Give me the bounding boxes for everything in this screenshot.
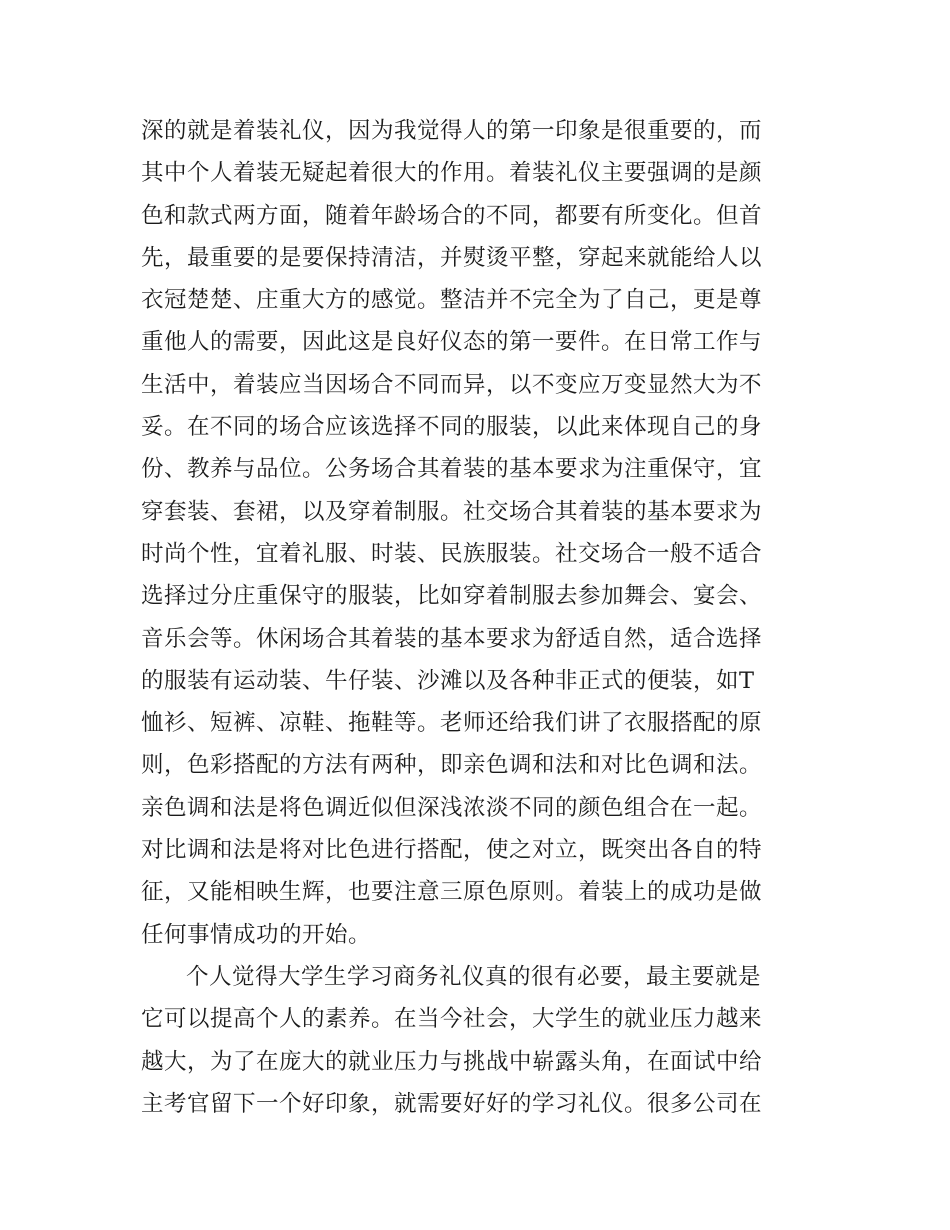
paragraph-1 [141, 110, 821, 956]
text-line: 衣冠楚楚、庄重大方的感觉。整洁并不完全为了自己，更是尊 [141, 287, 763, 314]
text-line: 它可以提高个人的素养。在当今社会，大学生的就业压力越来 [141, 1006, 763, 1033]
text-line: 恤衫、短裤、凉鞋、拖鞋等。老师还给我们讲了衣服搭配的原 [141, 710, 763, 737]
text-line: 色和款式两方面，随着年龄场合的不同，都要有所变化。但首 [141, 202, 763, 229]
text-line: 任何事情成功的开始。 [141, 921, 372, 948]
text-line: 份、教养与品位。公务场合其着装的基本要求为注重保守，宜 [141, 456, 763, 483]
text-line: 时尚个性，宜着礼服、时装、民族服装。社交场合一般不适合 [141, 540, 763, 567]
document-body [141, 110, 821, 1125]
text-line: 征，又能相映生辉，也要注意三原色原则。着装上的成功是做 [141, 879, 763, 906]
text-line: 越大，为了在庞大的就业压力与挑战中崭露头角，在面试中给 [141, 1048, 763, 1075]
text-line: 生活中，着装应当因场合不同而异，以不变应万变显然大为不 [141, 371, 763, 398]
text-line: 穿套装、套裙，以及穿着制服。社交场合其着装的基本要求为 [141, 498, 763, 525]
text-line: 对比调和法是将对比色进行搭配，使之对立，既突出各自的特 [141, 837, 763, 864]
text-line: 的服装有运动装、牛仔装、沙滩以及各种非正式的便装，如T [141, 667, 755, 694]
paragraph-2 [141, 956, 821, 1125]
text-line: 则，色彩搭配的方法有两种，即亲色调和法和对比色调和法。 [141, 752, 763, 779]
text-line: 选择过分庄重保守的服装，比如穿着制服去参加舞会、宴会、 [141, 583, 763, 610]
text-line: 个人觉得大学生学习商务礼仪真的很有必要，最主要就是 [186, 963, 762, 990]
text-line: 妥。在不同的场合应该选择不同的服装，以此来体现自己的身 [141, 414, 763, 441]
text-line: 先，最重要的是要保持清洁，并熨烫平整，穿起来就能给人以 [141, 244, 763, 271]
text-line: 其中个人着装无疑起着很大的作用。着装礼仪主要强调的是颜 [141, 160, 763, 187]
text-line: 主考官留下一个好印象，就需要好好的学习礼仪。很多公司在 [141, 1090, 763, 1117]
text-line: 音乐会等。休闲场合其着装的基本要求为舒适自然，适合选择 [141, 625, 763, 652]
text-line: 深的就是着装礼仪，因为我觉得人的第一印象是很重要的，而 [141, 118, 763, 144]
text-line: 重他人的需要，因此这是良好仪态的第一要件。在日常工作与 [141, 329, 763, 356]
text-line: 亲色调和法是将色调近似但深浅浓淡不同的颜色组合在一起。 [141, 794, 763, 821]
